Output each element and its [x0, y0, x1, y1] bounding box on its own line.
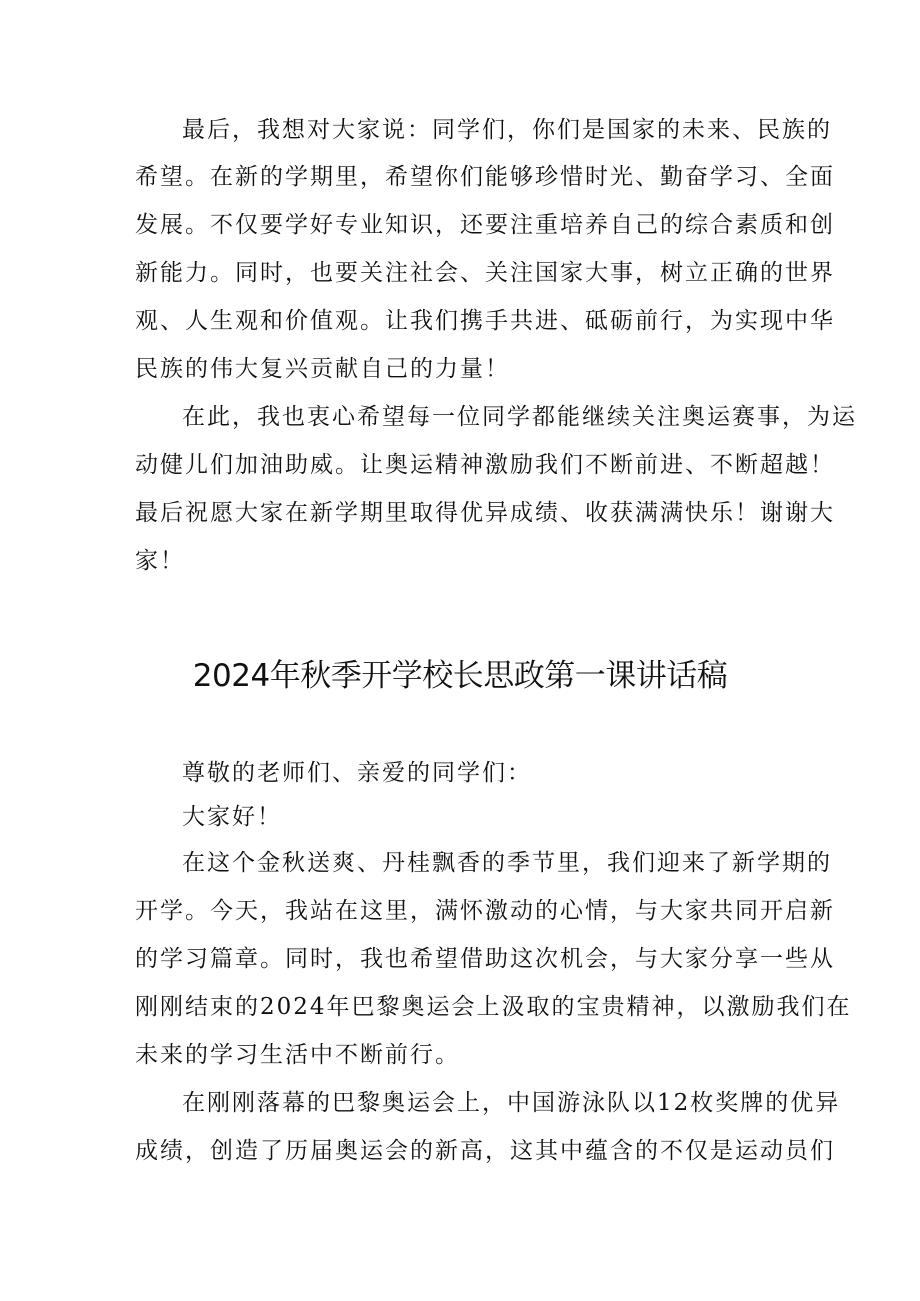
text-line: 民族的伟大复兴贡献自己的力量！: [135, 356, 510, 382]
text-line: 观、人生观和价值观。让我们携手共进、砥砺前行，为实现中华: [135, 308, 835, 334]
text-line: 在这个金秋送爽、丹桂飘香的季节里，我们迎来了新学期的: [182, 850, 832, 876]
text-line: 开学。今天，我站在这里，满怀激动的心情，与大家共同开启新: [135, 898, 835, 924]
text-line: 在此，我也衷心希望每一位同学都能继续关注奥运赛事，为运: [182, 404, 857, 430]
text-line: 成绩，创造了历届奥运会的新高，这其中蕴含的不仅是运动员们: [135, 1138, 835, 1164]
text-line: 家！: [135, 548, 185, 574]
text-line: 最后，我想对大家说：同学们，你们是国家的未来、民族的: [182, 117, 832, 143]
text-line: 新能力。同时，也要关注社会、关注国家大事，树立正确的世界: [135, 260, 835, 286]
text-line: 发展。不仅要学好专业知识，还要注重培养自己的综合素质和创: [135, 212, 835, 238]
greeting: 大家好！: [182, 804, 282, 830]
text-line: 刚刚结束的2024年巴黎奥运会上汲取的宝贵精神，以激励我们在: [135, 994, 852, 1020]
text-line: 动健儿们加油助威。让奥运精神激励我们不断前进、不断超越！: [135, 452, 835, 478]
text-line: 未来的学习生活中不断前行。: [135, 1042, 460, 1068]
text-line: 在刚刚落幕的巴黎奥运会上，中国游泳队以12枚奖牌的优异: [182, 1090, 841, 1116]
document-title: 2024年秋季开学校长思政第一课讲话稿: [192, 658, 728, 694]
text-line: 的学习篇章。同时，我也希望借助这次机会，与大家分享一些从: [135, 946, 835, 972]
salutation: 尊敬的老师们、亲爱的同学们：: [182, 760, 532, 786]
text-line: 希望。在新的学期里，希望你们能够珍惜时光、勤奋学习、全面: [135, 164, 835, 190]
text-line: 最后祝愿大家在新学期里取得优异成绩、收获满满快乐！谢谢大: [135, 500, 835, 526]
